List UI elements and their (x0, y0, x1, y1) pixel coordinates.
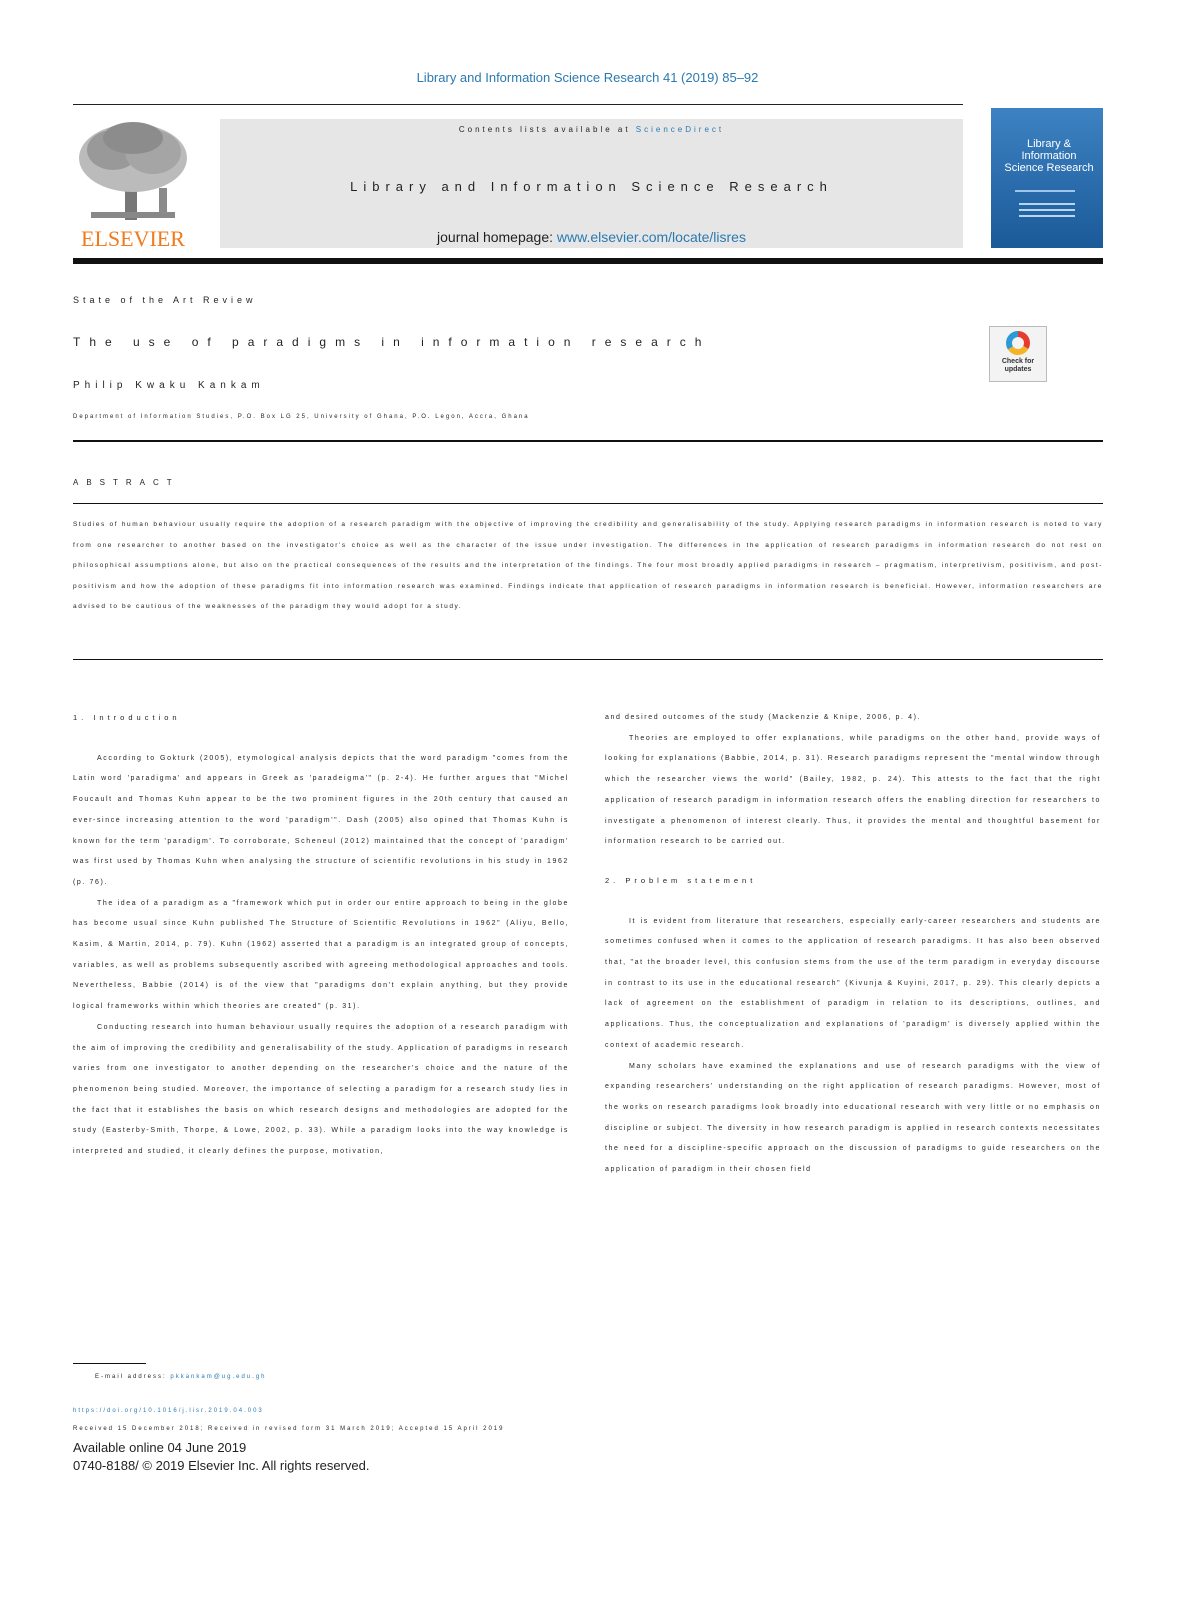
available-online: Available online 04 June 2019 (73, 1440, 247, 1455)
paragraph: It is evident from literature that researchers, especially early-career researchers and students are sometimes confused when it comes to the application of research paradigms. It has also been observed that, "at the broader level, this confusion stems from the use of the term paradigm in everyday discourse in contrast to its use in the educational research" (Kivunja & Kuyini, 2017, p. 29). This clearly depicts a lack of agreement on the establishment of paradigm in relation to its descriptions, outlines, and applications. Thus, the conceptualization and explanations of 'paradigm' is diversely applied within the context of academic research. (605, 917, 1101, 1049)
header-rule (73, 104, 963, 105)
received-dates: Received 15 December 2018; Received in revised form 31 March 2019; Accepted 15 April 2019 (73, 1426, 505, 1432)
copyright: 0740-8188/ © 2019 Elsevier Inc. All rights reserved. (73, 1458, 370, 1473)
abstract-rule-bottom (73, 659, 1103, 660)
journal-reference[interactable]: Library and Information Science Research 41 (2019) 85–92 (416, 70, 759, 85)
cover-text-lines (1019, 203, 1075, 221)
author-affiliation: Department of Information Studies, P.O. Box LG 25, University of Ghana, P.O. Legon, Accra, Ghana (73, 414, 530, 420)
paragraph: According to Gokturk (2005), etymological analysis depicts that the word paradigm "comes from the Latin word 'paradigma' and appears in Greek as 'paradeigma'" (p. 2-4). He further argues that "Michel Foucault and Thomas Kuhn appear to be the two prominent figures in the 20th century that caused an ever-since increasing attention to the word 'paradigm'". Dash (2005) also opined that Thomas Kuhn is known for the term 'paradigm'. To corroborate, Scheneul (2012) maintained that the concept of 'paradigm' was first used by Thomas Kuhn when analysing the structure of scientific revolutions in his study in 1962 (p. 76). (73, 754, 569, 886)
header-thick-rule (73, 258, 1103, 264)
paragraph: Many scholars have examined the explanations and use of research paradigms with the view of expanding researchers' understanding on the right application of research paradigms. However, most of the works on research paradigms look broadly into educational research with very little or no emphasis on discipline or subject. The diversity in how research paradigm is applied in research contexts necessitates the need for a discipline-specific approach on the discussion of paradigms to guide researchers on the application of paradigm in their chosen field (605, 1062, 1101, 1174)
abstract-rule-top (73, 503, 1103, 504)
section-heading-problem-statement: 2. Problem statement (605, 875, 757, 885)
title-rule (73, 440, 1103, 442)
publisher-logo[interactable] (73, 120, 193, 250)
cover-title: Library & Information Science Research (1004, 138, 1094, 174)
sciencedirect-link[interactable]: ScienceDirect (635, 125, 725, 134)
cover-divider (1015, 190, 1075, 192)
contents-line (220, 125, 963, 134)
body-column-right (605, 708, 1101, 1181)
paragraph: Conducting research into human behaviour usually requires the adoption of a research paradigm with the aim of improving the credibility and generalisability of the study. Application of paradigms in research varies from one investigator to another depending on the researcher's choice and the nature of the phenomenon being studied. Moreover, the importance of selecting a paradigm for a research study lies in the fact that it establishes the basis on which research designs and methodologies are adopted for the study (Easterby-Smith, Thorpe, & Lowe, 2002, p. 33). While a paradigm looks into the way knowledge is interpreted and studied, it clearly defines the purpose, motivation, (73, 1023, 569, 1156)
section-heading-introduction: 1. Introduction (73, 713, 181, 722)
journal-title: Library and Information Science Research (350, 179, 833, 194)
journal-cover[interactable] (991, 108, 1103, 248)
homepage-link[interactable]: www.elsevier.com/locate/lisres (556, 229, 746, 245)
doi-link[interactable]: https://doi.org/10.1016/j.lisr.2019.04.003 (73, 1408, 264, 1414)
author-name[interactable]: Philip Kwaku Kankam (73, 380, 265, 391)
homepage-prefix: journal homepage: (437, 229, 557, 245)
homepage-line (220, 229, 963, 245)
paragraph: Theories are employed to offer explanations, while paradigms on the other hand, provide ways of looking for explanations (Babbie, 2014, p. 31). Research paradigms represent the "mental window through which the researcher views the world" (Bailey, 1982, p. 24). This attests to the fact that the right application of research paradigm in information research offers the enabling direction for researchers to investigate a phenomenon of interest clearly. Thus, it provides the mental and thoughtful basement for information research to be carried out. (605, 734, 1101, 846)
check-updates-badge[interactable] (989, 326, 1047, 382)
email-label: E-mail address: (95, 1374, 171, 1380)
paragraph: and desired outcomes of the study (Mackenzie & Knipe, 2006, p. 4). (605, 714, 922, 721)
crossmark-icon (1006, 331, 1030, 355)
contents-prefix: Contents lists available at (458, 125, 636, 134)
body-column-left (73, 708, 569, 1163)
email-link[interactable]: pkkankam@ug.edu.gh (170, 1374, 267, 1380)
abstract-heading: ABSTRACT (73, 478, 180, 487)
check-updates-label: Check for updates (1001, 358, 1035, 373)
paragraph: The idea of a paradigm as a "framework which put in order our entire approach to being in the globe has become usual since Kuhn published The Structure of Scientific Revolutions in 1962" (Aliyu, Bello, Kasim, & Martin, 2014, p. 79). Kuhn (1962) asserted that a paradigm is an integrated group of concepts, variables, as well as problems subsequently ascribed with agreeing methodological approaches and tools. Nevertheless, Babbie (2014) is of the view that "paradigms don't explain anything, but they provide logical frameworks within which theories are created" (p. 31). (73, 899, 569, 1011)
footnote-rule (73, 1363, 146, 1364)
elsevier-tree-icon (73, 120, 193, 222)
article-title: The use of paradigms in information research (73, 335, 711, 349)
footnote-email (95, 1374, 267, 1380)
abstract-text: Studies of human behaviour usually require the adoption of a research paradigm with the objective of improving the credibility and generalisability of the study. Applying research paradigms in information research is noted to vary from one researcher to another based on the investigator's choice as well as the character of the issue under investigation. The differences in the application of research paradigms in information research do not rest on philosophical assumptions alone, but also on the practical consequences of the results and the interpretation of the findings. The four most broadly applied paradigms in research – pragmatism, interpretivism, positivism, and post-positivism and how the adoption of these paradigms fit into information research was examined. Findings indicate that application of research paradigms in information research is beneficial. However, information researchers are advised to be cautious of the weaknesses of the paradigm they would adopt for a study. (73, 521, 1103, 610)
journal-banner (220, 119, 963, 248)
publisher-name: ELSEVIER (81, 226, 185, 251)
article-section: State of the Art Review (73, 295, 257, 305)
